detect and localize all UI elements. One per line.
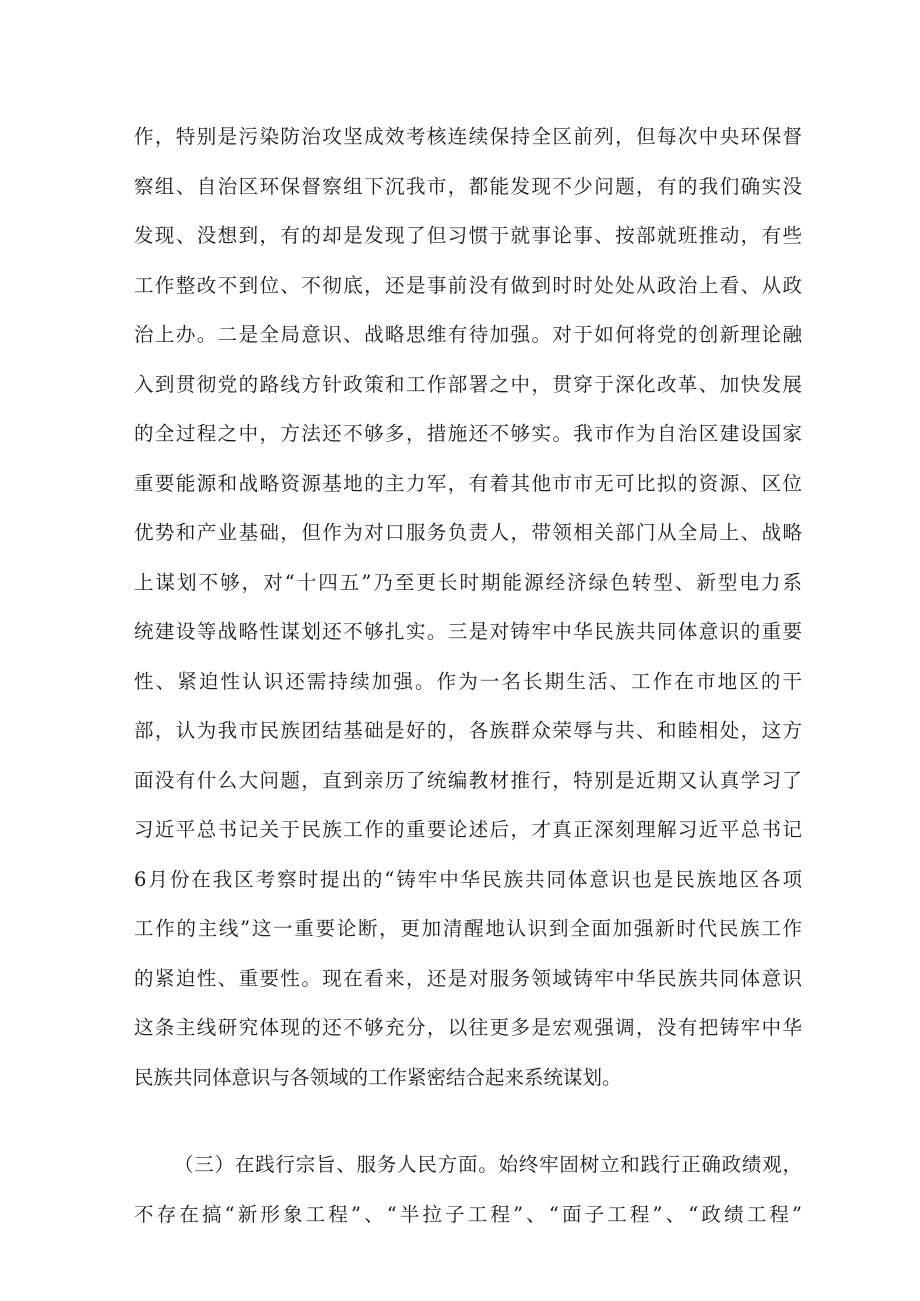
paragraph-spacing — [134, 1102, 802, 1140]
text-line: 统建设等战略性谋划还不够扎实。三是对铸牢中华民族共同体意识的重要 — [134, 620, 802, 643]
text-line: 性、紧迫性认识还需持续加强。作为一名长期生活、工作在市地区的干 — [134, 669, 802, 693]
text-line: 治上办。二是全局意识、战略思维有待加强。对于如何将党的创新理论融 — [134, 323, 802, 346]
text-line: 的全过程之中，方法还不够多，措施还不够实。我市作为自治区建设国家 — [134, 422, 802, 445]
text-line: 的紧迫性、重要性。现在看来，还是对服务领域铸牢中华民族共同体意识 — [134, 966, 802, 990]
document-body — [134, 112, 802, 1239]
text-line: 不存在搞“新形象工程”、“半拉子工程”、“面子工程”、“政绩工程” — [134, 1202, 802, 1226]
text-line: 这条主线研究体现的还不够充分，以往更多是宏观强调，没有把铸牢中华 — [134, 1016, 802, 1039]
text-line: 发现、没想到，有的却是发现了但习惯于就事论事、按部就班推动，有些 — [134, 224, 802, 247]
text-line: 面没有什么大问题，直到亲历了统编教材推行，特别是近期又认真学习了 — [134, 768, 802, 792]
text-line: 入到贯彻党的路线方针政策和工作部署之中，贯穿于深化改革、加快发展 — [134, 372, 802, 396]
paragraph-2 — [134, 1140, 802, 1239]
text-line: 优势和产业基础，但作为对口服务负责人，带领相关部门从全局上、战略 — [134, 521, 802, 544]
text-line: 工作整改不到位、不彻底，还是事前没有做到时时处处从政治上看、从政 — [134, 273, 802, 297]
paragraph-1 — [134, 112, 802, 1102]
section-heading-line: （三）在践行宗旨、服务人民方面。始终牢固树立和践行正确政绩观， — [174, 1153, 802, 1176]
text-line: 重要能源和战略资源基地的主力军，有着其他市市无可比拟的资源、区位 — [134, 471, 802, 495]
text-line: 上谋划不够，对“十四五”乃至更长时期能源经济绿色转型、新型电力系 — [134, 570, 802, 594]
text-line: 习近平总书记关于民族工作的重要论述后，才真正深刻理解习近平总书记 — [134, 818, 802, 841]
text-line: 民族共同体意识与各领域的工作紧密结合起来系统谋划。 — [134, 1065, 622, 1089]
text-line: 工作的主线”这一重要论断，更加清醒地认识到全面加强新时代民族工作 — [134, 917, 802, 940]
text-line: 部，认为我市民族团结基础是好的，各族群众荣辱与共、和睦相处，这方 — [134, 719, 802, 742]
text-line: 察组、自治区环保督察组下沉我市，都能发现不少问题，有的我们确实没 — [134, 174, 802, 198]
text-line: 6月份在我区考察时提出的“铸牢中华民族共同体意识也是民族地区各项 — [134, 867, 802, 891]
text-line: 作，特别是污染防治攻坚成效考核连续保持全区前列，但每次中央环保督 — [134, 125, 802, 148]
